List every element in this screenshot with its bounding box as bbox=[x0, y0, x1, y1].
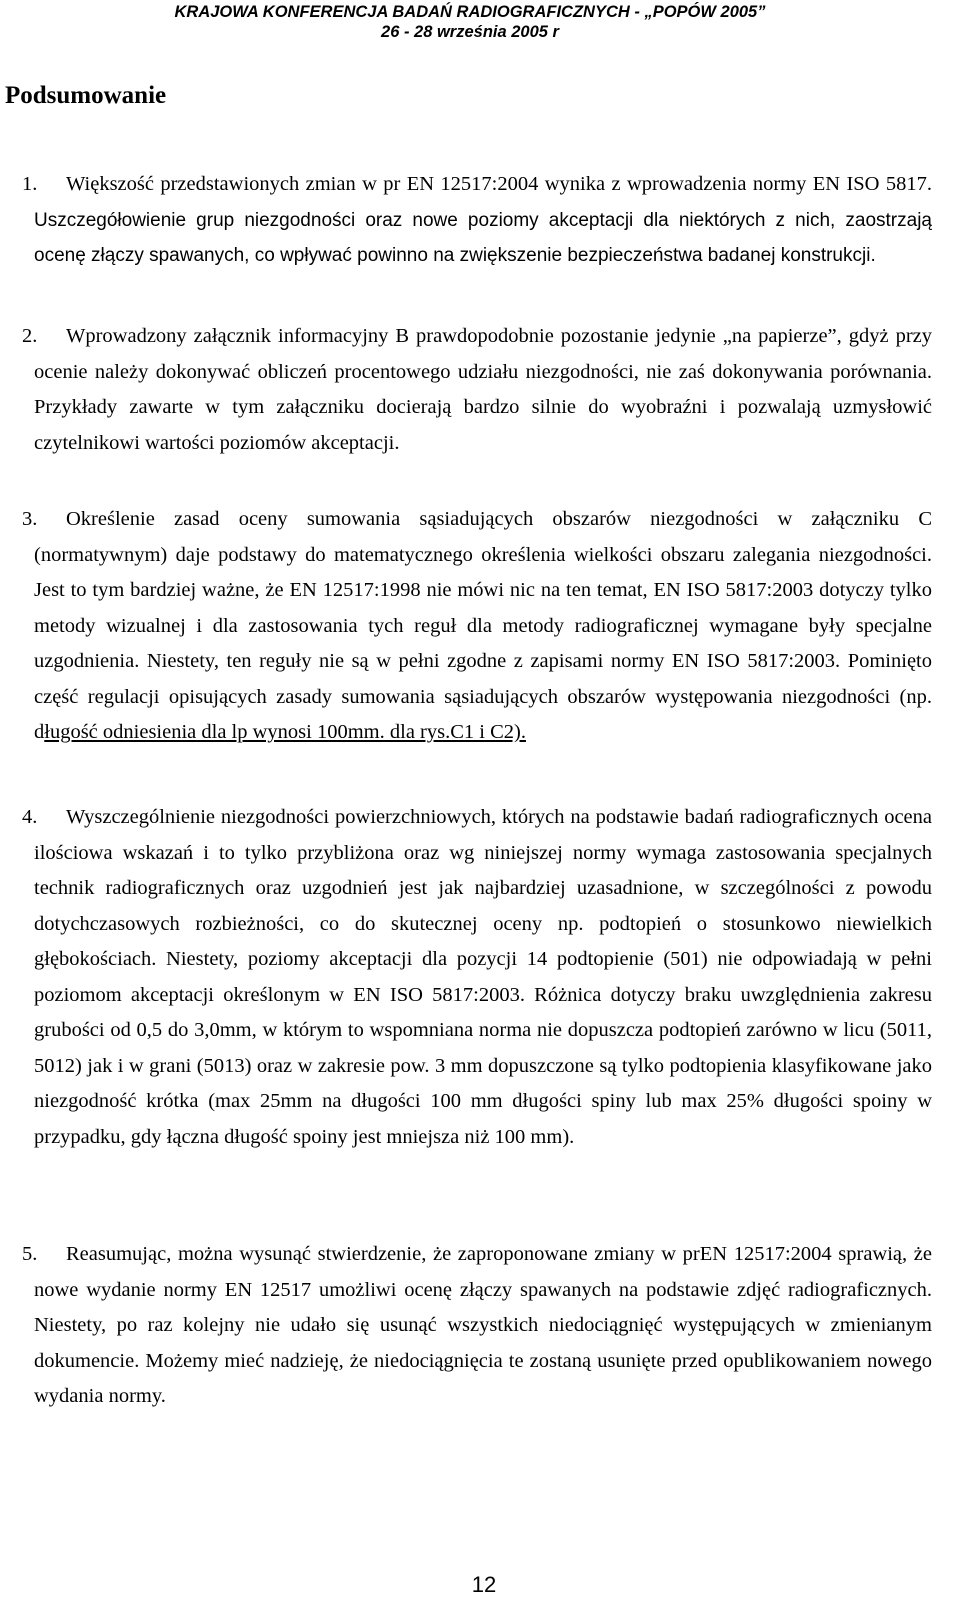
item-text: Wprowadzony załącznik informacyjny B prawdopodobnie pozostanie jedynie „na papierze”, gdyż przy ocenie należy dokonywać obliczeń procentowego udziału niezgodności, nie zaś dokonywania porównania. bbox=[34, 325, 932, 383]
item-number: 5. bbox=[22, 1243, 38, 1265]
item-text-continued: Przykłady zawarte w tym załączniku docierają bardzo silnie do wyobraźni i pozwalają uzmysłowić czytelnikowi wartości poziomów akceptacji. bbox=[34, 396, 932, 454]
item-number: 4. bbox=[22, 806, 38, 828]
conference-title: KRAJOWA KONFERENCJA BADAŃ RADIOGRAFICZNYCH - „POPÓW 2005” bbox=[174, 3, 766, 21]
page-number: 12 bbox=[471, 1572, 497, 1597]
list-item bbox=[22, 167, 932, 274]
section-heading: Podsumowanie bbox=[5, 82, 167, 109]
item-text: Określenie zasad oceny sumowania sąsiadujących obszarów niezgodności w załączniku C (normatywnym) daje podstawy do matematycznego określenia wielkości obszaru zalegania niezgodności. Jest to tym bardziej ważne, że EN 12517:1998 nie mówi nic na ten temat, EN ISO 5817:2003 dotyczy tylko metody wizualnej i dla zastosowania tych reguł dla metody radiograficznej wymagane były specjalne uzgodnienia. Niestety, ten reguły nie są w pełni zgodne z zapisami normy EN ISO 5817:2003. Pominięto część regulacji opisujących zasady sumowania sąsiadujących obszarów występowania niezgodności (np. d bbox=[34, 508, 932, 743]
list-item bbox=[22, 319, 932, 461]
list-item bbox=[22, 800, 932, 1155]
item-text-continued: Uszczegółowienie grup niezgodności oraz nowe poziomy akceptacji dla niektórych z nich, zaostrzają ocenę złączy spawanych, co wpływać powinno na zwiększenie bezpieczeństwa badanej konstrukcji. bbox=[34, 209, 932, 266]
conference-header bbox=[80, 2, 860, 42]
item-text-underlined: ługość odniesienia dla lp wynosi 100mm. dla rys.C1 i C2). bbox=[44, 721, 526, 743]
conference-dates: 26 - 28 września 2005 r bbox=[381, 23, 559, 41]
item-text: Reasumując, można wysunąć stwierdzenie, że zaproponowane zmiany w prEN 12517:2004 sprawią, że nowe wydanie normy EN 12517 umożliwi ocenę złączy spawanych na podstawie zdjęć radiograficznych. Niestety, po raz kolejny nie udało się usunąć wszystkich niedociągnięć występujących w zmienianym dokumencie. Możemy mieć nadzieję, że niedociągnięcia te zostaną usunięte przed opublikowaniem nowego wydania normy. bbox=[34, 1243, 932, 1407]
item-text: Większość przedstawionych zmian w pr EN 12517:2004 wynika z wprowadzenia normy EN ISO 5817. bbox=[66, 173, 932, 195]
item-text: Wyszczególnienie niezgodności powierzchniowych, których na podstawie badań radiograficznych ocena ilościowa wskazań i to tylko przybliżona oraz wg niniejszej normy wymaga zastosowania specjalnych technik radiograficznych oraz uzgodnień jest jak najbardziej uzasadnione, w szczególności z powodu dotychczasowych rozbieżności, co do skutecznej oceny np. podtopień o stosunkowo niewielkich głębokościach. Niestety, poziomy akceptacji dla pozycji 14 podtopienie (501) nie odpowiadają w pełni poziomom akceptacji określonym w EN ISO 5817:2003. Różnica dotyczy braku uwzględnienia zakresu grubości od 0,5 do 3,0mm, w którym to wspomniana norma nie dopuszcza podtopień zarówno w licu (5011, 5012) jak i w grani (5013) oraz w zakresie pow. 3 mm dopuszczone są tylko podtopienia klasyfikowane jako niezgodność krótka (max 25mm na długości 100 mm długości spiny lub max 25% długości spoiny w przypadku, gdy łączna długość spoiny jest mniejsza niż 100 mm). bbox=[34, 806, 932, 1148]
list-item bbox=[22, 502, 932, 751]
item-number: 2. bbox=[22, 325, 38, 347]
item-number: 1. bbox=[22, 173, 38, 195]
item-number: 3. bbox=[22, 508, 38, 530]
list-item bbox=[22, 1237, 932, 1415]
